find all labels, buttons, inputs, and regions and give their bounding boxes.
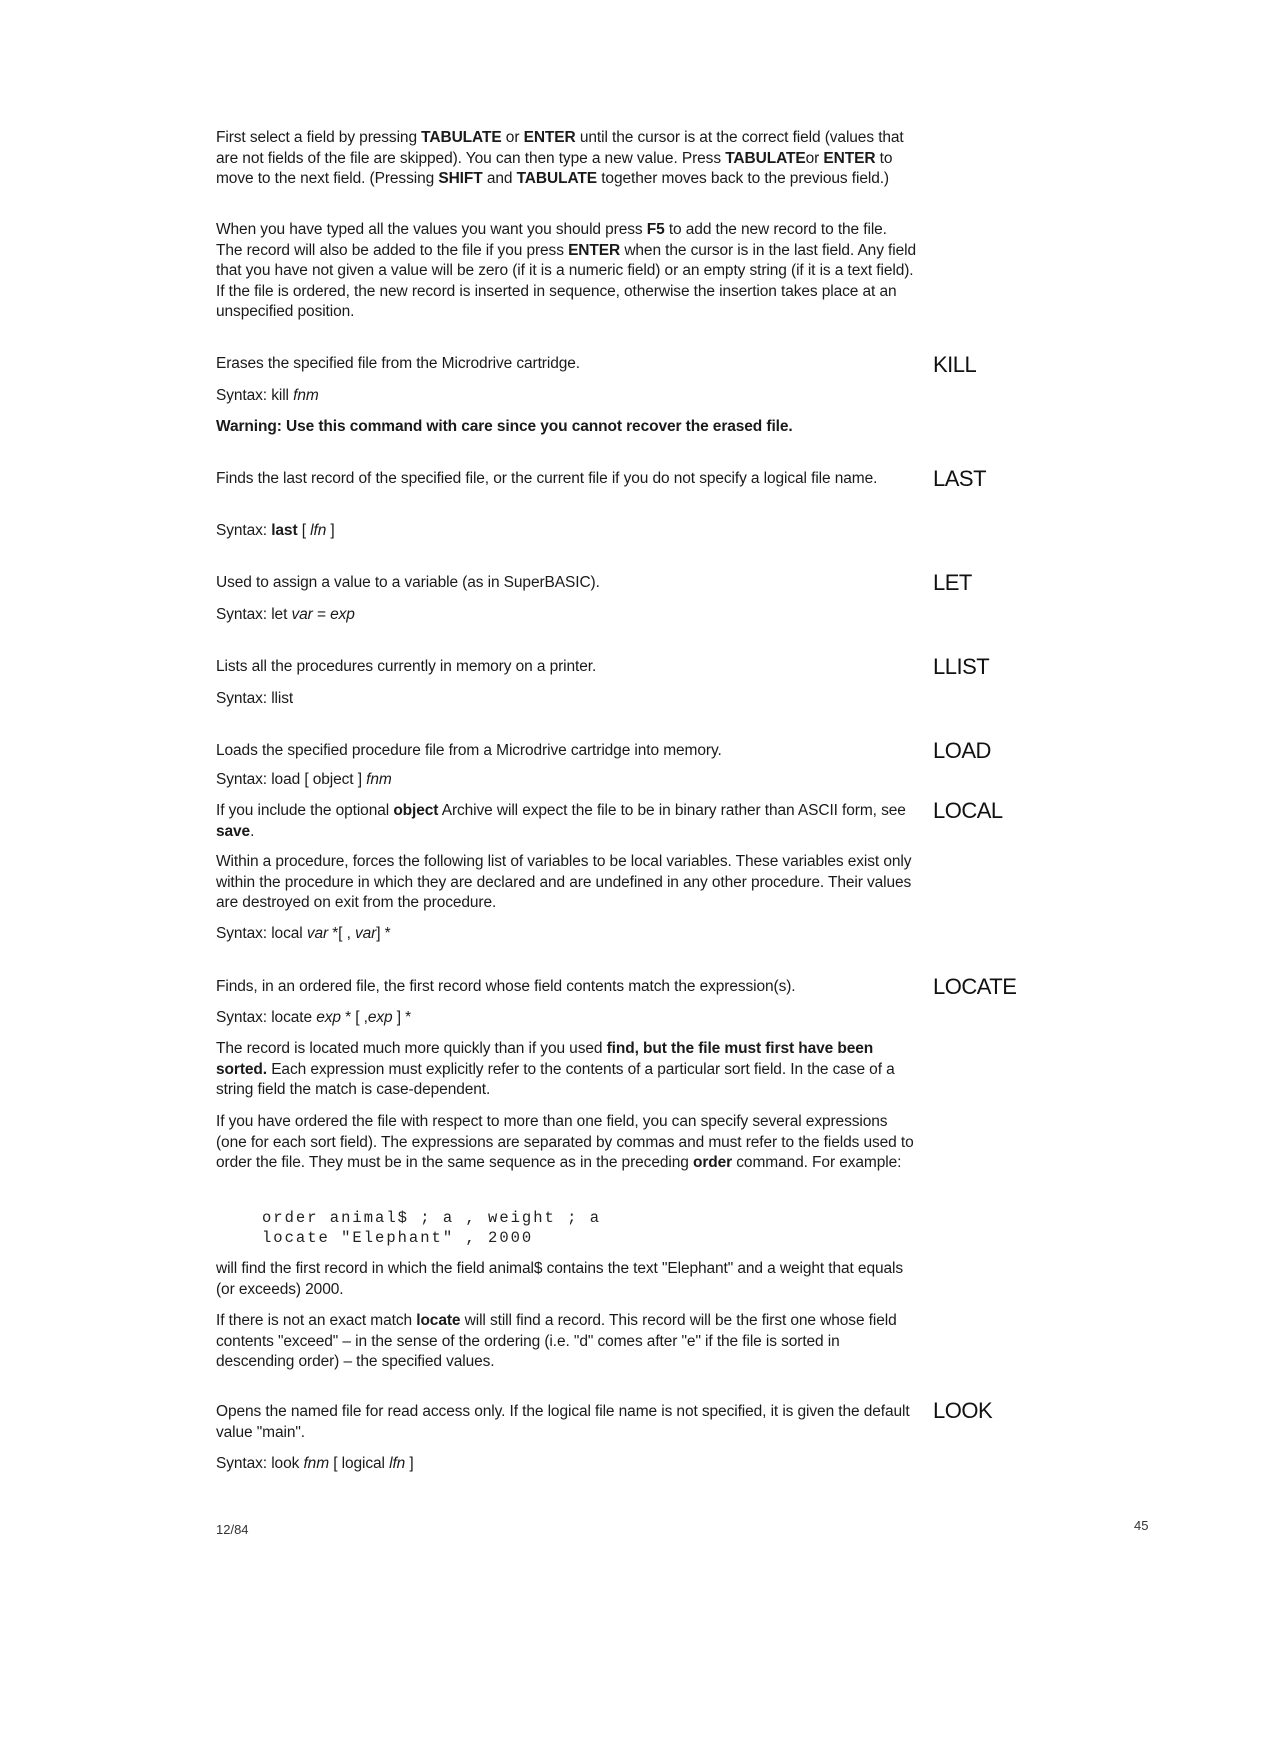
last-description [216, 469, 916, 490]
keyword-let: LET [933, 570, 972, 595]
key-name: ENTER [568, 241, 621, 259]
llist-syntax [216, 689, 916, 710]
keyword-last: LAST [933, 466, 987, 491]
keyword-locate: LOCATE [933, 974, 1017, 999]
kill-description [216, 354, 916, 375]
key-name: SHIFT [438, 170, 483, 187]
text: or [501, 129, 524, 146]
locate-paragraph-2 [216, 1112, 916, 1174]
emphasis-text: , but the file must first have been sorted. [216, 1040, 874, 1078]
key-name: TABULATE [725, 149, 806, 167]
syntax-argument: fnm [293, 387, 319, 404]
syntax-label: Syntax: [216, 387, 272, 404]
syntax-argument: lfn [389, 1455, 406, 1472]
syntax-command: look [271, 1455, 300, 1472]
keyword-local: LOCAL [933, 798, 1003, 823]
look-syntax [216, 1454, 916, 1475]
syntax-bracket: ] * [376, 925, 391, 942]
code-line: locate "Elephant" , 2000 [262, 1229, 534, 1247]
inline-keyword: locate [416, 1312, 461, 1329]
syntax-command: kill [271, 387, 289, 404]
text: If you have ordered the file with respect to more than one field, you can specify several expressions (one for each sort field). The expressions are separated by commas and must refer to the fields used to order the file. They must be in the same sequence as in the preceding [216, 1113, 914, 1171]
syntax-option: object [312, 771, 354, 788]
text: Each expression must explicitly refer to the contents of a particular sort field. In the case of a string field the match is case-dependent. [216, 1060, 895, 1098]
inline-keyword: save [216, 822, 251, 840]
text: until the cursor is at the correct field (values that are not fields of the file are skipped). You can then type a new value. Press [216, 129, 904, 167]
description-text: Within a procedure, forces the following list of variables to be local variables. These variables exist only within the procedure in which they are declared and are undefined in any other procedure. Their values are destroyed on exit from the procedure. [216, 853, 912, 911]
keyword-load: LOAD [933, 738, 991, 763]
page-number: 45 [1134, 1518, 1149, 1533]
inline-keyword: order [692, 1154, 733, 1171]
keyword-llist: LLIST [933, 654, 990, 679]
key-name: ENTER [823, 149, 876, 167]
kill-warning [216, 417, 916, 438]
syntax-operator: = [312, 606, 331, 623]
locate-description [216, 977, 916, 998]
syntax-argument: exp [367, 1009, 393, 1026]
syntax-argument: fnm [366, 771, 392, 788]
syntax-command: let [271, 606, 288, 623]
let-syntax [216, 605, 916, 626]
syntax-bracket: *[ , [328, 925, 356, 942]
kill-syntax [216, 386, 916, 407]
key-name: TABULATE [516, 170, 598, 187]
syntax-argument: lfn [310, 522, 327, 539]
footer-date: 12/84 [216, 1522, 249, 1537]
syntax-label: Syntax: [216, 1009, 272, 1026]
syntax-option: logical [341, 1455, 385, 1472]
locate-paragraph-3 [216, 1259, 916, 1300]
warning-text: Warning: Use this command with care since you cannot recover the erased file. [216, 418, 793, 435]
text: If you include the optional [216, 802, 394, 819]
look-description [216, 1402, 916, 1443]
syntax-label: Syntax: [216, 771, 272, 788]
last-syntax [216, 521, 916, 542]
locate-syntax [216, 1008, 916, 1029]
syntax-command: llist [271, 690, 294, 707]
llist-description [216, 657, 916, 678]
text: when the cursor is in the last field. Any field that you have not given a value will be zero (if it is a numeric field) or an empty string (if it is a text field). If the file is ordered, the new record is inserted in sequence, otherwise the insertion takes place at an unspecified position. [216, 241, 916, 320]
text: or [805, 149, 824, 167]
syntax-command: last [271, 522, 298, 539]
text: will still find a record. This record will be the first one whose field contents "exceed" – in the sense of the ordering (i.e. "d" comes after "e" if the file is sorted in descending order) – the specified values. [216, 1312, 897, 1370]
syntax-command: load [271, 771, 301, 788]
description-text: Loads the specified procedure file from a Microdrive cartridge into memory. [216, 742, 722, 759]
syntax-bracket: [ [300, 771, 313, 788]
syntax-label: Syntax: [216, 690, 272, 707]
syntax-label: Syntax: [216, 522, 272, 539]
local-syntax [216, 924, 916, 945]
text: The record is located much more quickly than if you used [216, 1040, 607, 1057]
description-text: Lists all the procedures currently in memory on a printer. [216, 658, 597, 675]
text: will find the first record in which the field animal$ contains the text "Elephant" and a weight that equals (or exceeds) 2000. [216, 1260, 904, 1298]
load-syntax [216, 770, 916, 791]
syntax-bracket: [ [329, 1455, 342, 1472]
intro-paragraph-2 [216, 220, 916, 323]
syntax-label: Syntax: [216, 925, 272, 942]
syntax-argument: var [291, 606, 313, 623]
syntax-label: Syntax: [216, 1455, 272, 1472]
local-description [216, 852, 916, 914]
syntax-argument: var [306, 925, 329, 942]
intro-paragraph-1 [216, 128, 916, 190]
syntax-bracket: ] [353, 771, 367, 788]
syntax-argument: fnm [303, 1455, 330, 1472]
keyword-look: LOOK [933, 1398, 993, 1423]
syntax-command: locate [271, 1009, 312, 1026]
locate-paragraph-1 [216, 1039, 916, 1101]
inline-keyword: find [606, 1040, 635, 1057]
inline-keyword: object [393, 802, 439, 819]
keyword-kill: KILL [933, 352, 977, 377]
description-text: Finds the last record of the specified file, or the current file if you do not specify a logical file name. [216, 470, 878, 487]
text: Archive will expect the file to be in binary rather than ASCII form, see [438, 802, 906, 819]
description-text: Finds, in an ordered file, the first record whose field contents match the expression(s). [216, 978, 796, 995]
load-note [216, 801, 916, 842]
key-name: TABULATE [421, 129, 502, 146]
syntax-argument: var [355, 925, 377, 942]
text: to add the new record to the file. The record will also be added to the file if you press [216, 221, 887, 259]
locate-paragraph-4 [216, 1311, 916, 1373]
syntax-bracket: ] [405, 1455, 414, 1472]
syntax-label: Syntax: [216, 606, 272, 623]
text: If there is not an exact match [216, 1312, 417, 1329]
code-line: order animal$ ; a , weight ; a [262, 1209, 602, 1227]
text: to move to the next field. (Pressing [216, 149, 893, 187]
text: First select a field by pressing [216, 129, 422, 146]
key-name: ENTER [523, 129, 576, 146]
load-description [216, 741, 916, 762]
syntax-argument: exp [330, 606, 355, 623]
text: . [250, 822, 255, 840]
text: and [482, 170, 517, 187]
syntax-bracket: * [ , [340, 1009, 368, 1026]
let-description [216, 573, 916, 594]
description-text: Used to assign a value to a variable (as in SuperBASIC). [216, 574, 600, 591]
syntax-argument: exp [316, 1009, 341, 1026]
text: command. For example: [732, 1154, 902, 1171]
locate-code-example [262, 1208, 962, 1248]
syntax-bracket: ] [326, 522, 335, 539]
key-name: F5 [646, 221, 665, 238]
description-text: Opens the named file for read access only. If the logical file name is not specified, it is given the default value "main". [216, 1403, 910, 1441]
syntax-bracket: [ [297, 522, 311, 539]
text: together moves back to the previous field.) [597, 170, 889, 187]
syntax-command: local [271, 925, 303, 942]
description-text: Erases the specified file from the Microdrive cartridge. [216, 355, 580, 372]
text: When you have typed all the values you want you should press [216, 221, 647, 238]
syntax-bracket: ] * [392, 1009, 412, 1026]
